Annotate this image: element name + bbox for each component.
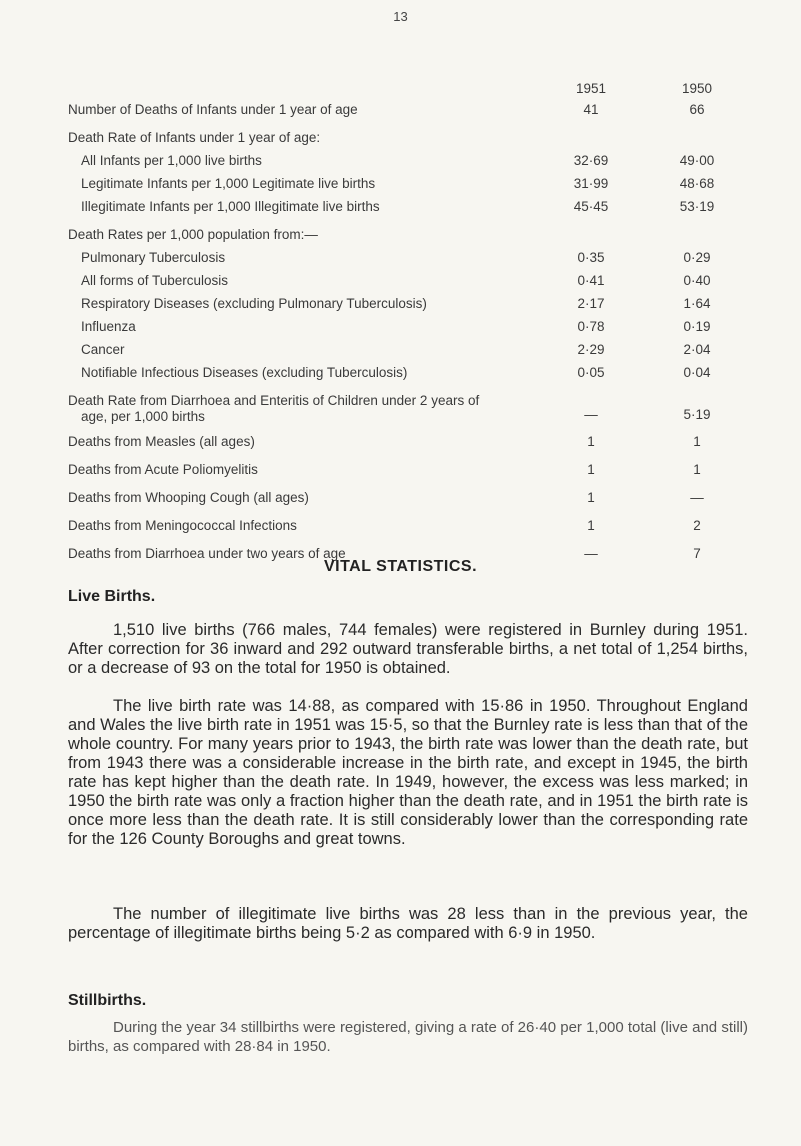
row-label: Illegitimate Infants per 1,000 Illegitimate live births: [81, 199, 380, 214]
row-label: Influenza: [81, 319, 136, 334]
value-1951: 1: [587, 518, 595, 533]
table-row: [68, 514, 748, 537]
row-label: Notifiable Infectious Diseases (excluding Tuberculosis): [81, 365, 408, 380]
table-row: [68, 292, 748, 315]
value-1951: —: [584, 407, 598, 422]
row-label-line-2: age, per 1,000 births: [81, 409, 205, 424]
table-row: [68, 149, 748, 172]
table-row: [68, 338, 748, 361]
live-births-heading: Live Births.: [68, 588, 156, 605]
page-number: 13: [393, 9, 408, 24]
row-label: Deaths from Meningococcal Infections: [68, 518, 297, 533]
value-1951: 0·35: [577, 250, 605, 265]
vital-statistics-title: VITAL STATISTICS.: [323, 558, 478, 575]
table-row: [68, 486, 748, 509]
row-label: Deaths from Acute Poliomyelitis: [68, 462, 258, 477]
value-1950: 0·19: [683, 319, 711, 334]
table-row: [68, 172, 748, 195]
table-row: [68, 430, 748, 453]
table-row: [68, 195, 748, 218]
row-label: Number of Deaths of Infants under 1 year of age: [68, 102, 358, 117]
row-label: Deaths from Measles (all ages): [68, 434, 255, 449]
row-label: Deaths from Diarrhoea under two years of age: [68, 546, 346, 561]
table-row-heading: [68, 126, 748, 149]
value-1951: 41: [583, 102, 599, 117]
table-row: [68, 458, 748, 481]
value-1951: 2·17: [577, 296, 605, 311]
live-births-paragraph-1: 1,510 live births (766 males, 744 females) were registered in Burnley during 1951. After correction for 36 inward and 292 outward transferable births, a net total of 1,254 births, or a decrease of 93 on the total for 1950 is obtained.: [68, 621, 748, 677]
table-row: [68, 315, 748, 338]
row-label: Pulmonary Tuberculosis: [81, 250, 226, 265]
row-label: All Infants per 1,000 live births: [81, 153, 262, 168]
value-1951: 2·29: [577, 342, 605, 357]
row-label: Respiratory Diseases (excluding Pulmonary Tuberculosis): [81, 296, 427, 311]
value-1950: 2: [693, 518, 701, 533]
row-label-line-1: Death Rate from Diarrhoea and Enteritis of Children under 2 years of: [68, 393, 480, 408]
value-1950: 1·64: [683, 296, 711, 311]
value-1951: 32·69: [573, 153, 609, 168]
row-label: Deaths from Whooping Cough (all ages): [68, 490, 309, 505]
value-1951: 1: [587, 490, 595, 505]
value-1950: 48·68: [679, 176, 715, 191]
table-row: [68, 246, 748, 269]
value-1950: 66: [689, 102, 705, 117]
live-births-paragraph-2: The live birth rate was 14·88, as compared with 15·86 in 1950. Throughout England and Wales the live birth rate in 1951 was 15·5, so that the Burnley rate is less than that of the whole country. For many years prior to 1943, the birth rate was lower than the death rate, but from 1943 there was a considerable increase in the birth rate, and except in 1945, the birth rate has kept higher than the death rate. In 1949, however, the excess was less marked; in 1950 the birth rate was only a fraction higher than the death rate, and in 1951 the birth rate is once more less than the death rate. It is still considerably lower than the corresponding rate for the 126 County Boroughs and great towns.: [68, 697, 748, 848]
table-row: [68, 269, 748, 292]
value-1951: 1: [587, 434, 595, 449]
value-1951: 0·78: [577, 319, 605, 334]
value-1950: 49·00: [679, 153, 715, 168]
value-1950: 0·29: [683, 250, 711, 265]
row-label: Death Rate of Infants under 1 year of age:: [68, 130, 321, 145]
value-1950: —: [690, 490, 704, 505]
value-1950: 53·19: [679, 199, 715, 214]
live-births-paragraph-3: The number of illegitimate live births was 28 less than in the previous year, the percentage of illegitimate births being 5·2 as compared with 6·9 in 1950.: [68, 905, 748, 942]
value-1950: 1: [693, 462, 701, 477]
value-1951: 31·99: [573, 176, 609, 191]
value-1951: 45·45: [573, 199, 609, 214]
value-1950: 7: [693, 546, 701, 561]
table-row: [68, 389, 748, 425]
row-label: Legitimate Infants per 1,000 Legitimate live births: [81, 176, 376, 191]
value-1951: 0·05: [577, 365, 605, 380]
row-label: Death Rates per 1,000 population from:—: [68, 227, 318, 242]
value-1950: 0·40: [683, 273, 711, 288]
stillbirths-heading: Stillbirths.: [68, 992, 147, 1009]
table-header-row: [68, 80, 748, 98]
value-1950: 5·19: [683, 407, 711, 422]
row-label: [68, 393, 479, 425]
row-label: All forms of Tuberculosis: [81, 273, 229, 288]
value-1951: —: [584, 546, 598, 561]
statistics-table: [68, 80, 748, 565]
row-label: Cancer: [81, 342, 125, 357]
table-row: [68, 361, 748, 384]
column-header-1951: 1951: [575, 81, 607, 96]
value-1950: 1: [693, 434, 701, 449]
value-1950: 0·04: [683, 365, 711, 380]
value-1950: 2·04: [683, 342, 711, 357]
value-1951: 1: [587, 462, 595, 477]
table-row: [68, 98, 748, 121]
column-header-1950: 1950: [681, 81, 713, 96]
table-row-heading: [68, 223, 748, 246]
stillbirths-paragraph: During the year 34 stillbirths were registered, giving a rate of 26·40 per 1,000 total (live and still) births, as compared with 28·84 in 1950.: [68, 1019, 748, 1055]
value-1951: 0·41: [577, 273, 605, 288]
